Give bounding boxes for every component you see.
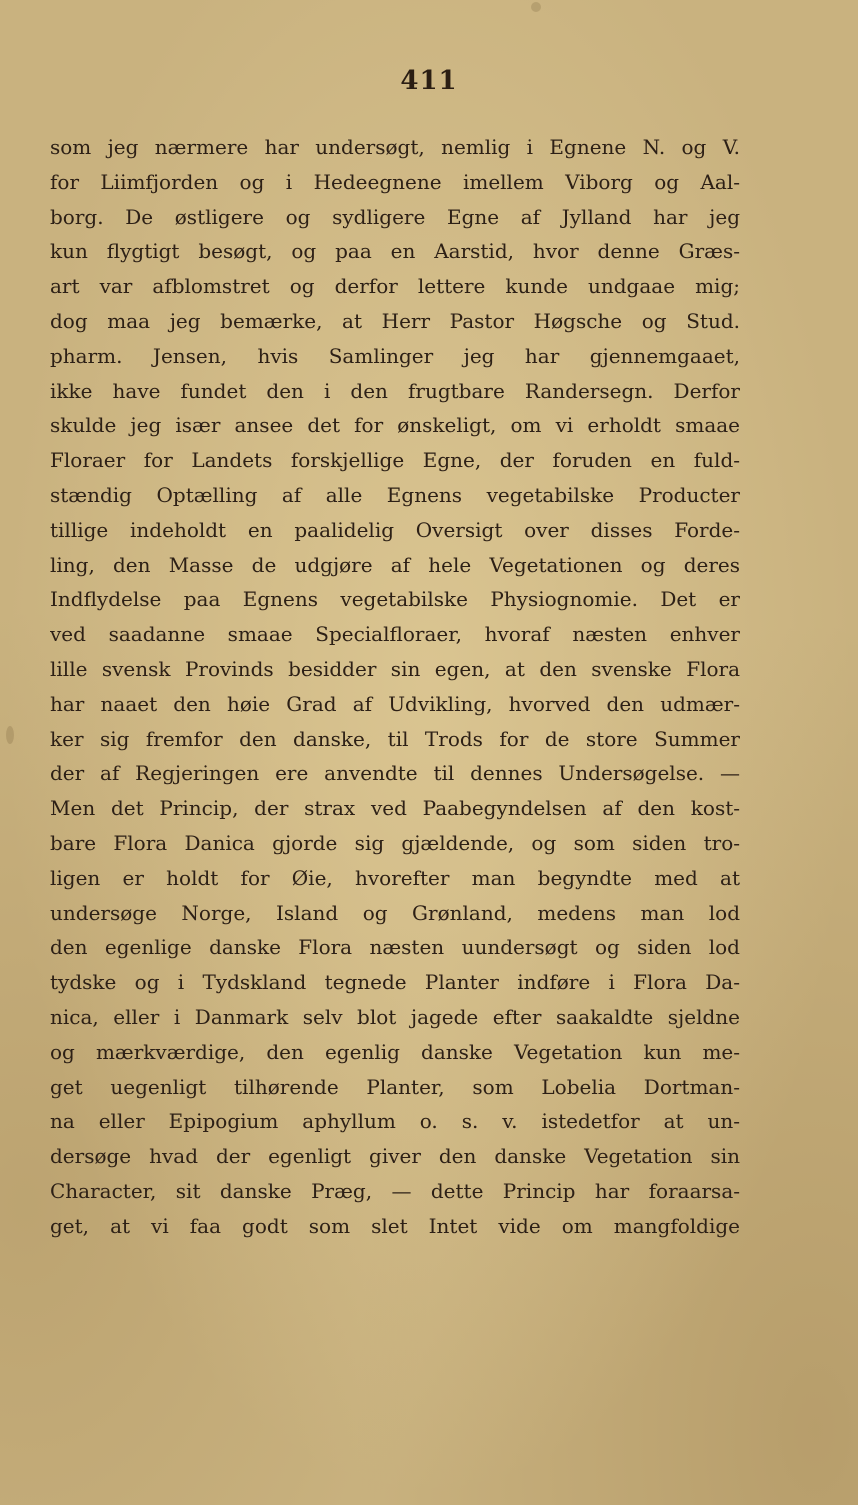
text-line: dersøge hvad der egenligt giver den danske Vegetation sin xyxy=(50,1144,740,1169)
text-line: na eller Epipogium aphyllum o. s. v. istedetfor at un- xyxy=(50,1109,740,1134)
paper-stain xyxy=(531,2,541,12)
text-line: bare Flora Danica gjorde sig gjældende, og som siden tro- xyxy=(50,830,740,855)
text-line: ligen er holdt for Øie, hvorefter man begyndte med at xyxy=(50,865,740,890)
text-line: tydske og i Tydskland tegnede Planter indføre i Flora Da- xyxy=(50,970,740,995)
text-line: skulde jeg især ansee det for ønskeligt, om vi erholdt smaae xyxy=(50,413,740,438)
text-line: get uegenligt tilhørende Planter, som Lobelia Dortman- xyxy=(50,1074,740,1099)
text-line: for Liimfjorden og i Hedeegnene imellem Viborg og Aal- xyxy=(50,169,740,194)
text-line: undersøge Norge, Island og Grønland, medens man lod xyxy=(50,900,740,925)
text-line: ker sig fremfor den danske, til Trods for de store Summer xyxy=(50,726,740,751)
text-line: stændig Optælling af alle Egnens vegetabilske Producter xyxy=(50,482,740,507)
paper-stain xyxy=(6,726,14,744)
text-line: Indflydelse paa Egnens vegetabilske Physiognomie. Det er xyxy=(50,587,740,612)
text-line: pharm. Jensen, hvis Samlinger jeg har gjennemgaaet, xyxy=(50,343,740,368)
text-line: ling, den Masse de udgjøre af hele Vegetationen og deres xyxy=(50,552,740,577)
text-line: Men det Princip, der strax ved Paabegyndelsen af den kost- xyxy=(50,796,740,821)
text-line: ved saadanne smaae Specialfloraer, hvoraf næsten enhver xyxy=(50,622,740,647)
text-line: der af Regjeringen ere anvendte til dennes Undersøgelse. — xyxy=(50,761,740,786)
page-number: 411 xyxy=(400,66,458,96)
text-line: art var afblomstret og derfor lettere kunde undgaae mig; xyxy=(50,274,740,299)
text-line: Floraer for Landets forskjellige Egne, der foruden en fuld- xyxy=(50,448,740,473)
text-line: get, at vi faa godt som slet Intet vide om mangfoldige xyxy=(50,1213,740,1238)
text-line: nica, eller i Danmark selv blot jagede efter saakaldte sjeldne xyxy=(50,1004,740,1029)
page-body-text xyxy=(50,130,740,1244)
text-line: har naaet den høie Grad af Udvikling, hvorved den udmær- xyxy=(50,691,740,716)
text-line: ikke have fundet den i den frugtbare Randersegn. Derfor xyxy=(50,378,740,403)
text-line: Character, sit danske Præg, — dette Princip har foraarsa- xyxy=(50,1178,740,1203)
text-line: kun flygtigt besøgt, og paa en Aarstid, hvor denne Græs- xyxy=(50,239,740,264)
text-line: borg. De østligere og sydligere Egne af Jylland har jeg xyxy=(50,204,740,229)
text-line: den egenlige danske Flora næsten uundersøgt og siden lod xyxy=(50,935,740,960)
text-line: og mærkværdige, den egenlig danske Vegetation kun me- xyxy=(50,1039,740,1064)
text-line: tillige indeholdt en paalidelig Oversigt over disses Forde- xyxy=(50,517,740,542)
text-line: som jeg nærmere har undersøgt, nemlig i Egnene N. og V. xyxy=(50,135,740,159)
text-line: dog maa jeg bemærke, at Herr Pastor Høgsche og Stud. xyxy=(50,308,740,333)
text-line: lille svensk Provinds besidder sin egen, at den svenske Flora xyxy=(50,656,740,681)
